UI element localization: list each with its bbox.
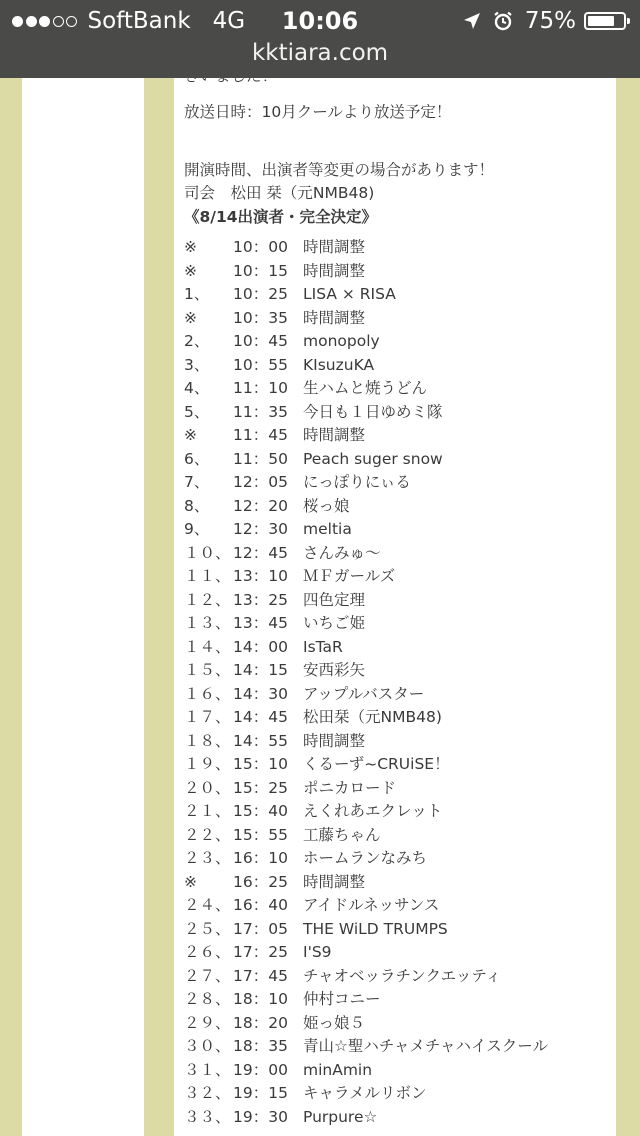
schedule-time: 17：25 [233, 943, 288, 961]
schedule-number: ※ [184, 261, 197, 280]
schedule-time: 10：00 [233, 238, 288, 256]
schedule-time: 15：10 [233, 755, 288, 773]
schedule-performer: 安西彩矢 [303, 661, 366, 679]
article-content [174, 60, 616, 1136]
schedule-number: 5、 [184, 402, 210, 421]
change-notice: 開演時間、出演者等変更の場合があります！ [184, 161, 495, 179]
schedule-time: 16：10 [233, 849, 288, 867]
schedule-number: ２２、 [184, 825, 231, 844]
schedule-number: １１、 [184, 567, 231, 585]
schedule-number: 9、 [184, 520, 210, 538]
schedule-performer: ＭＦガールズ [303, 567, 396, 585]
schedule-time: 11：35 [233, 402, 288, 421]
schedule-performer: 時間調整 [303, 872, 366, 891]
schedule-number: ２０、 [184, 778, 231, 797]
schedule-number: 8、 [184, 496, 210, 515]
schedule-time: 14：45 [233, 708, 288, 726]
schedule-number: 7、 [184, 473, 210, 491]
schedule-performer: キャラメルリボン [303, 1084, 427, 1102]
schedule-time: 15：25 [233, 778, 288, 797]
schedule-performer: 時間調整 [303, 238, 366, 256]
schedule-performer: 四色定理 [303, 590, 366, 609]
schedule-time: 16：40 [233, 896, 288, 914]
schedule-time: 17：45 [233, 966, 288, 985]
schedule-number: ３３、 [184, 1107, 231, 1126]
schedule-performer: 仲村コニー [303, 990, 381, 1008]
schedule-performer: チャオベッラチンクエッティ [303, 966, 502, 985]
schedule-time: 15：40 [233, 802, 288, 820]
schedule-number: １６、 [184, 684, 231, 703]
schedule-number: ２６、 [184, 943, 231, 961]
broadcast-info: 放送日時：10月クールより放送予定！ [184, 103, 452, 121]
network-type: 4G [212, 8, 246, 34]
left-sidebar-column [22, 78, 144, 1136]
schedule-time: 10：25 [233, 285, 288, 303]
status-bar [0, 0, 640, 78]
schedule-number: ※ [184, 426, 197, 444]
schedule-performer: 工藤ちゃん [303, 825, 381, 844]
schedule-number: １５、 [184, 661, 231, 679]
schedule-performer: 時間調整 [303, 731, 366, 750]
schedule-time: 10：15 [233, 261, 288, 280]
schedule-number: 4、 [184, 379, 210, 397]
schedule-number: 1、 [184, 285, 210, 303]
location-arrow-icon [463, 12, 481, 30]
schedule-time: 12：45 [233, 543, 288, 562]
schedule-time: 14：00 [233, 637, 288, 656]
status-right [463, 6, 626, 36]
schedule-number: ２３、 [184, 849, 231, 867]
schedule-number: １４、 [184, 637, 231, 656]
schedule-performer: IsTaR [303, 637, 343, 656]
schedule-performer: LISA × RISA [303, 285, 396, 303]
schedule-time: 15：55 [233, 825, 288, 844]
schedule-time: 14：55 [233, 731, 288, 750]
schedule-number: ※ [184, 238, 197, 256]
schedule-performer: くるーず~CRUiSE！ [303, 755, 450, 773]
schedule-performer: KIsuzuKA [303, 355, 375, 374]
schedule-performer: Purpure☆ [303, 1107, 378, 1126]
schedule-time: 18：35 [233, 1037, 288, 1055]
schedule-performer: 時間調整 [303, 261, 366, 280]
schedule-time: 13：25 [233, 590, 288, 609]
schedule-performer: 時間調整 [303, 426, 366, 444]
schedule-number: １０、 [184, 543, 231, 562]
schedule-performer: にっぽりにぃる [303, 473, 411, 491]
schedule-number: １３、 [184, 614, 231, 632]
schedule-number: ２１、 [184, 802, 231, 820]
schedule-performer: いちご姫 [303, 614, 366, 632]
schedule-time: 14：15 [233, 661, 288, 679]
performers-heading: 《8/14出演者・完全決定》 [184, 208, 378, 226]
schedule-time: 18：20 [233, 1013, 288, 1032]
schedule-time: 11：45 [233, 426, 288, 444]
schedule-time: 14：30 [233, 684, 288, 703]
schedule-number: ２８、 [184, 990, 231, 1008]
schedule-number: 3、 [184, 355, 210, 374]
schedule-time: 19：15 [233, 1084, 288, 1102]
schedule-performer: 時間調整 [303, 308, 366, 327]
schedule-performer: 桜っ娘 [303, 496, 350, 515]
alarm-icon [493, 11, 513, 31]
carrier-name: SoftBank [87, 8, 191, 34]
url-bar[interactable]: kktiara.com [251, 40, 389, 66]
schedule-number: 2、 [184, 332, 210, 350]
schedule-number: ２４、 [184, 896, 231, 914]
schedule-performer: さんみゅ〜 [303, 543, 381, 562]
schedule-number: ※ [184, 872, 197, 891]
schedule-time: 13：45 [233, 614, 288, 632]
host-info: 司会 松田 栞（元NMB48) [184, 184, 375, 202]
schedule-performer: 青山☆聖ハチャメチャハイスクール [303, 1037, 549, 1055]
schedule-time: 13：10 [233, 567, 288, 585]
schedule-time: 18：10 [233, 990, 288, 1008]
battery-percentage: 75% [524, 8, 576, 34]
schedule-number: ２５、 [184, 919, 231, 938]
schedule-time: 10：55 [233, 355, 288, 374]
schedule-performer: ホームランなみち [303, 849, 428, 867]
schedule-number: １８、 [184, 731, 231, 750]
schedule-time: 12：30 [233, 520, 288, 538]
schedule-number: １９、 [184, 755, 231, 773]
schedule-number: 6、 [184, 449, 210, 468]
schedule-performer: 今日も１日ゆめミ隊 [303, 402, 443, 421]
battery-level-fill [588, 16, 614, 26]
schedule-time: 17：05 [233, 919, 288, 938]
schedule-performer: アップルバスター [303, 684, 425, 703]
schedule-time: 10：35 [233, 308, 288, 327]
schedule-performer: THE WiLD TRUMPS [303, 919, 448, 938]
battery-icon [584, 12, 626, 30]
schedule-performer: monopoly [303, 332, 380, 350]
schedule-number: ３１、 [184, 1060, 231, 1079]
schedule-number: ３０、 [184, 1037, 231, 1055]
schedule-number: １７、 [184, 708, 231, 726]
schedule-performer: 松田栞（元NMB48) [303, 708, 442, 726]
schedule-time: 19：30 [233, 1107, 288, 1126]
schedule-time: 11：10 [233, 379, 288, 397]
schedule-number: ２７、 [184, 966, 231, 985]
schedule-performer: I'S9 [303, 943, 332, 961]
schedule-performer: 生ハムと焼うどん [303, 379, 428, 397]
schedule-time: 16：25 [233, 872, 288, 891]
schedule-time: 12：20 [233, 496, 288, 515]
schedule-number: ※ [184, 308, 197, 327]
schedule-performer: meltia [303, 520, 352, 538]
schedule-performer: ポニカロード [303, 778, 397, 797]
schedule-time: 11：50 [233, 449, 288, 468]
schedule-performer: えくれあエクレット [303, 802, 443, 820]
schedule-number: ３２、 [184, 1084, 231, 1102]
schedule-number: ２９、 [184, 1013, 231, 1032]
schedule-time: 10：45 [233, 332, 288, 350]
schedule-number: １２、 [184, 590, 231, 609]
schedule-time: 12：05 [233, 473, 288, 491]
schedule-performer: minAmin [303, 1060, 373, 1079]
schedule-performer: アイドルネッサンス [303, 896, 440, 914]
schedule-time: 19：00 [233, 1060, 288, 1079]
schedule-performer: Peach suger snow [303, 449, 443, 468]
status-time: 10:06 [281, 7, 359, 35]
schedule-performer: 姫っ娘５ [303, 1013, 366, 1032]
